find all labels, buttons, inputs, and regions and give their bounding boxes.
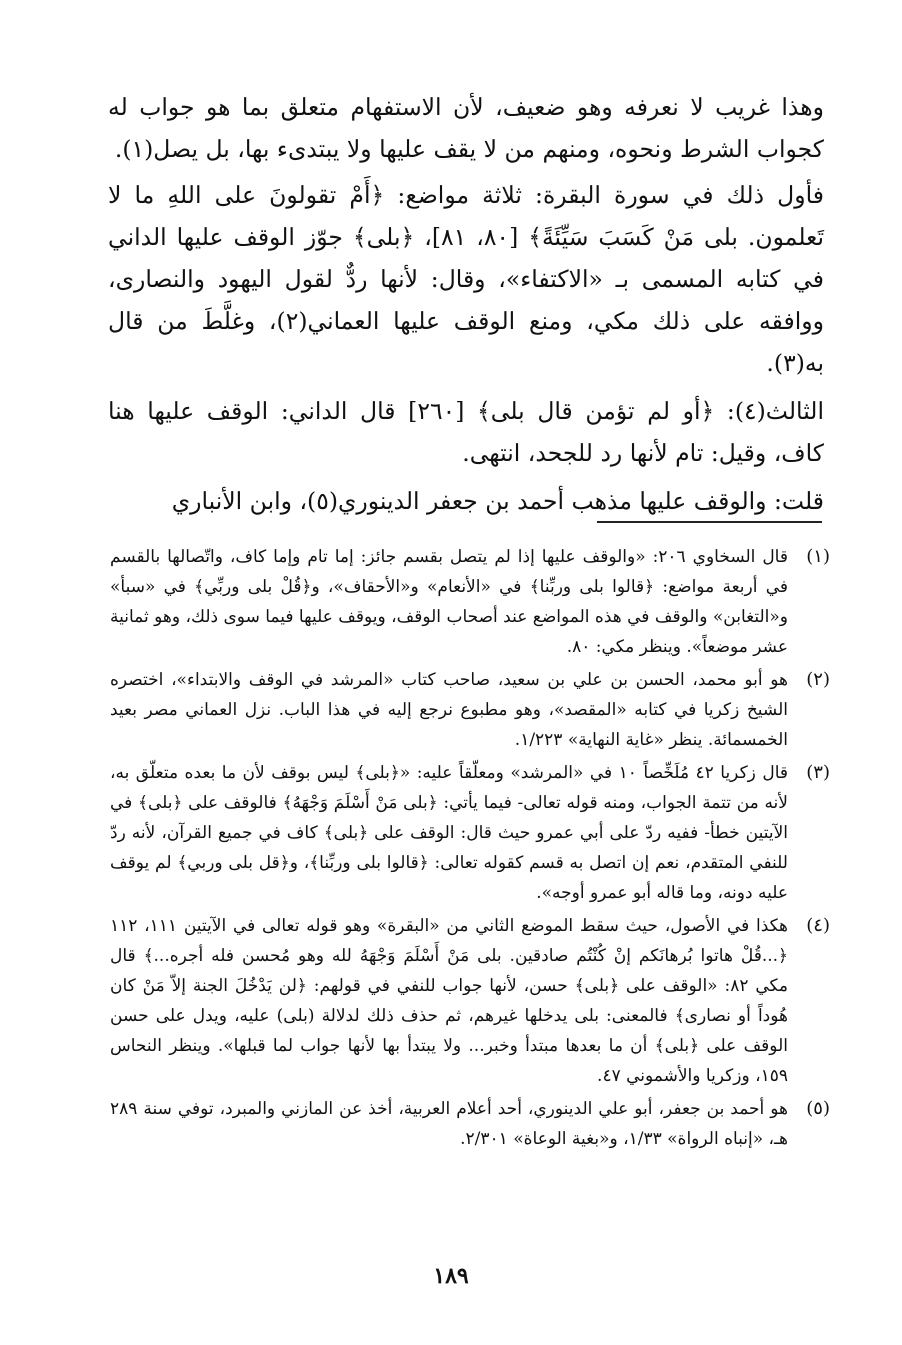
footnotes — [110, 542, 830, 1157]
footnote-number: (٥) — [806, 1098, 830, 1119]
paragraph-2: فأول ذلك في سورة البقرة: ثلاثة مواضع: ﴿أَمْ تقولونَ على اللهِ ما لا تَعلمون. بلى مَنْ كَسَبَ سَيِّئَةً﴾ [٨٠، ٨١]، ﴿بلى﴾ جوّز الوقف عليها الداني في كتابه المسمى بـ «الاكتفاء»، وقال: لأنها ردٌّ لقول اليهود والنصارى، ووافقه على ذلك مكي، ومنع الوقف عليها العماني(٢)، وغلَّطَ من قال به(٣). — [108, 181, 825, 377]
footnote-text: هو أبو محمد، الحسن بن علي بن سعيد، صاحب كتاب «المرشد في الوقف والابتداء»، اختصره الشيخ زكريا في كتابه «المقصد»، وهو مطبوع نرجع إليه في هذا الباب. نزل العماني مصر بعيد الخمسمائة. ينظر «غاية النهاية» ١/٢٢٣. — [110, 670, 788, 750]
footnote-separator — [597, 521, 822, 523]
footnote-number: (٢) — [806, 669, 830, 690]
paragraph-4: قلت: والوقف عليها مذهب أحمد بن جعفر الدينوري(٥)، وابن الأنباري — [171, 487, 824, 515]
footnote-3 — [110, 758, 830, 908]
footnote-2 — [110, 665, 830, 755]
footnote-text: قال زكريا ٤٢ مُلَخِّصاً ١٠ في «المرشد» ومعلّقاً عليه: «﴿بلى﴾ ليس بوقف لأن ما بعده متعلّق به، لأنه من تتمة الجواب، ومنه قوله تعالى- فيما يأتي: ﴿بلى مَنْ أَسْلَمَ وَجْهَهُ﴾ فالوقف على ﴿بلى﴾ في الآيتين خطأ- ففيه ردّ على أبي عمرو حيث قال: الوقف على ﴿بلى﴾ كاف في جميع القرآن، لأنه ردّ للنفي المتقدم، نعم إن اتصل به قسم كقوله تعالى: ﴿قالوا بلى وربِّنا﴾، و﴿قل بلى وربي﴾ لم يوقف عليه دونه، وما قاله أبو عمرو أوجه». — [110, 763, 789, 903]
page-number: ١٨٩ — [433, 1263, 469, 1289]
footnote-text: هكذا في الأصول، حيث سقط الموضع الثاني من «البقرة» وهو قوله تعالى في الآيتين ١١١، ١١٢ ﴿...قُلْ هاتوا بُرهانَكم إنْ كُنْتُم صادقين. بلى مَنْ أَسْلَمَ وَجْهَهُ لله وهو مُحسن فله أجره...﴾ قال مكي ٨٢: «الوقف على ﴿بلى﴾ حسن، لأنها جواب للنفي في قولهم: ﴿لن يَدْخُلَ الجنة إلاّ مَنْ كان هُوداً أو نصارى﴾ فالمعنى: بلى يدخلها غيرهم، ثم حذف ذلك لدلالة (بلى) عليه، ويدل على حسن الوقف على ﴿بلى﴾ أن ما بعدها مبتدأ وخبر... ولا يبتدأ بها لأنها جواب لما قبلها». وينظر النحاس ١٥٩، وزكريا والأشموني ٤٧. — [110, 916, 789, 1086]
footnote-text: هو أحمد بن جعفر، أبو علي الدينوري، أحد أعلام العربية، أخذ عن المازني والمبرد، توفي سنة ٢٨٩ هـ، «إنباه الرواة» ١/٣٣، و«بغية الوعاة» ٢/٣٠١. — [110, 1099, 788, 1149]
footnote-number: (٣) — [806, 762, 830, 783]
main-text — [108, 86, 824, 528]
paragraph-3: الثالث(٤): ﴿أو لم تؤمن قال بلى﴾ [٢٦٠] قال الداني: الوقف عليها هنا كاف، وقيل: تام لأنها رد للجحد، انتهى. — [108, 397, 824, 467]
footnote-1 — [110, 542, 830, 662]
footnote-number: (١) — [806, 546, 830, 567]
footnote-4 — [110, 911, 830, 1091]
paragraph-1: وهذا غريب لا نعرفه وهو ضعيف، لأن الاستفهام متعلق بما هو جواب له كجواب الشرط ونحوه، ومنهم من لا يقف عليها ولا يبتدىء بها، بل يصل(١). — [108, 93, 824, 163]
footnote-text: قال السخاوي ٢٠٦: «والوقف عليها إذا لم يتصل بقسم جائز: إما تام وإما كاف، واتّصالها بالقسم في أربعة مواضع: ﴿قالوا بلى وربِّنا﴾ في «الأنعام» و«الأحقاف»، و﴿قُلْ بلى وربِّي﴾ في «سبأ» و«التغابن» والوقف في هذه المواضع عند أصحاب الوقف، ويوقف عليها فيما سوى ذلك، وهو ثمانية عشر موضعاً». وينظر مكي: ٨٠. — [110, 547, 788, 657]
footnote-number: (٤) — [806, 915, 830, 936]
footnote-5 — [110, 1094, 830, 1154]
